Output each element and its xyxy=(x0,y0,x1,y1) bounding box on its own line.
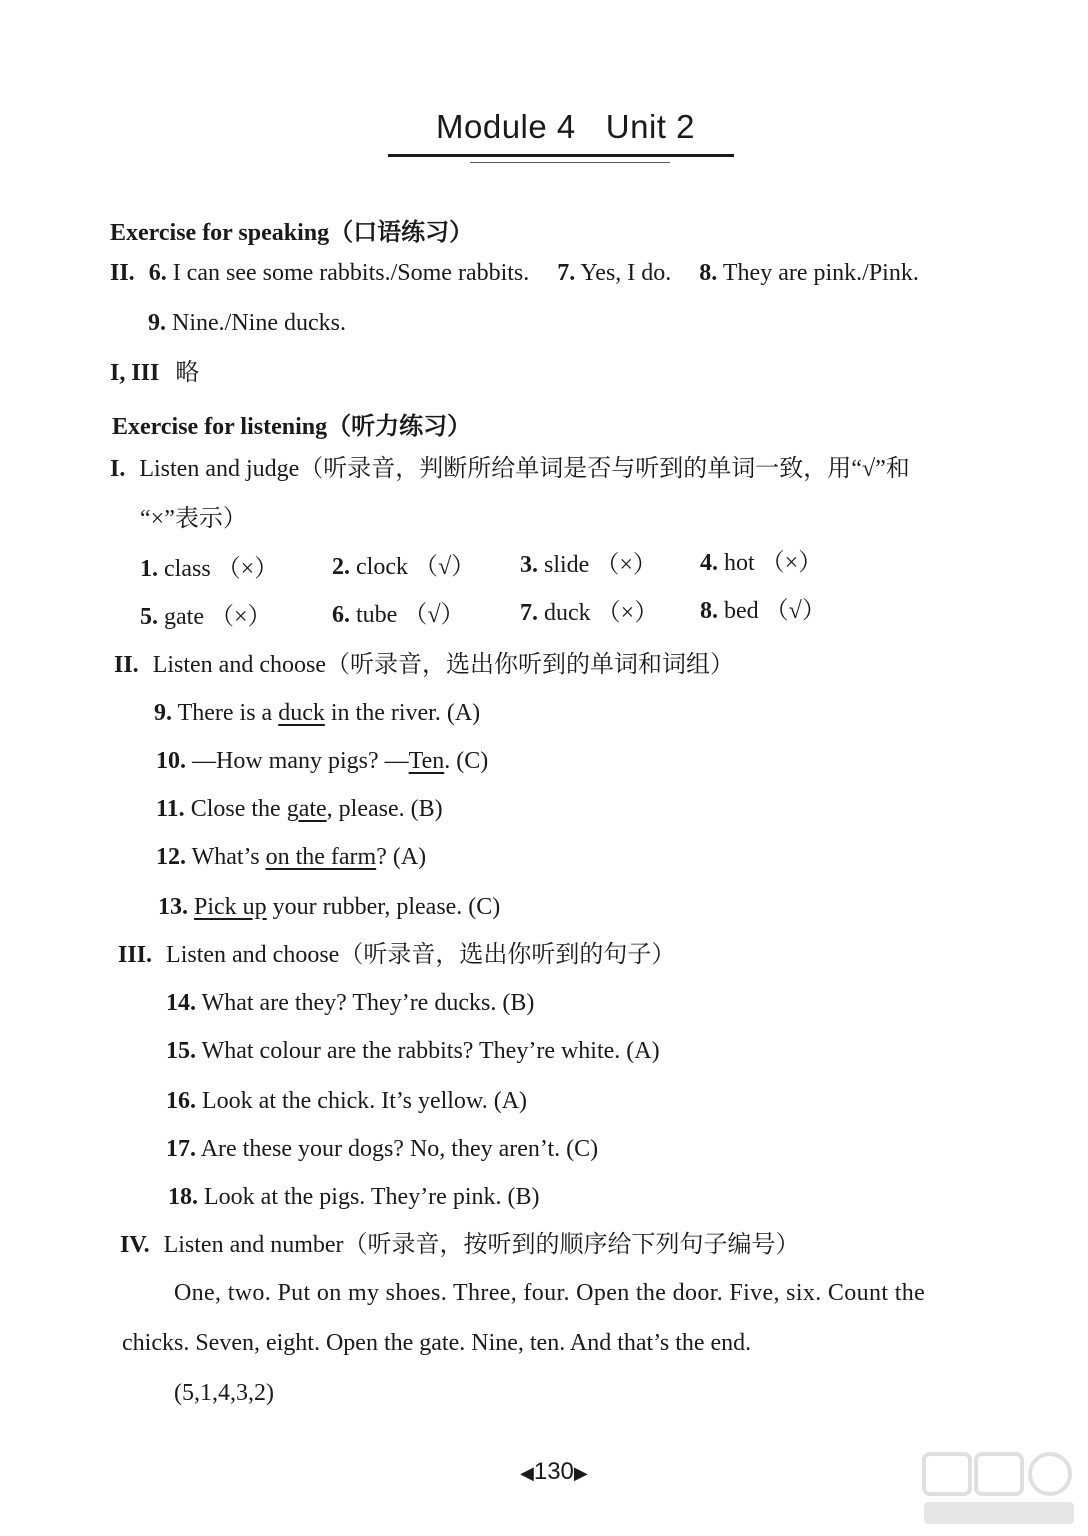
section-label: II. xyxy=(114,652,139,678)
speaking-omitted-line xyxy=(110,358,199,388)
instruction-text: Listen and choose（听录音，选出你听到的句子） xyxy=(166,942,676,968)
item-text: Look at the pigs. They’re pink. (B) xyxy=(204,1184,540,1210)
number-answer: (5,1,4,3,2) xyxy=(174,1380,274,1406)
item-text: Close the xyxy=(190,796,287,822)
judge-item xyxy=(520,598,658,628)
question-number: 8. xyxy=(699,260,718,286)
question-number: 7. xyxy=(557,260,576,286)
item-word: clock xyxy=(356,554,408,580)
item-number: 14. xyxy=(166,990,196,1016)
item-mark: （×） xyxy=(760,550,823,576)
judge-item xyxy=(140,602,272,632)
item-number: 5. xyxy=(140,604,158,630)
item-text: . (C) xyxy=(444,748,489,774)
section-label: II. xyxy=(110,260,135,286)
item-number: 12. xyxy=(156,844,186,870)
watermark-logo xyxy=(920,1450,1080,1530)
part4-instruction xyxy=(120,1230,800,1260)
speaking-heading: Exercise for speaking（口语练习） xyxy=(110,220,474,246)
judge-item xyxy=(520,550,657,580)
sentence-item xyxy=(168,1182,539,1212)
item-text: Are these your dogs? No, they aren’t. (C) xyxy=(200,1136,599,1162)
section-label: I, III xyxy=(110,360,160,386)
answer-underlined: duck xyxy=(278,700,325,726)
item-word: bed xyxy=(724,598,759,624)
part2-instruction xyxy=(114,650,734,680)
sentence-item xyxy=(166,1086,527,1116)
answer-underlined: Ten xyxy=(408,748,445,774)
listening-heading: Exercise for listening（听力练习） xyxy=(112,414,472,440)
answer-underlined: gate xyxy=(286,796,327,822)
item-mark: （×） xyxy=(595,552,657,578)
title-rule xyxy=(388,154,734,157)
item-text: What are they? They’re ducks. (B) xyxy=(201,990,535,1016)
item-number: 3. xyxy=(520,552,538,578)
item-number: 6. xyxy=(332,602,350,628)
page-number-text: 130 xyxy=(533,1458,574,1485)
sentence-item xyxy=(166,1134,598,1164)
answer-underlined: on the farm xyxy=(265,844,377,870)
item-text: Look at the chick. It’s yellow. (A) xyxy=(202,1088,528,1114)
item-word: class xyxy=(164,556,211,582)
instruction-text: Listen and choose（听录音，选出你听到的单词和词组） xyxy=(152,652,734,678)
page-title xyxy=(436,108,695,146)
item-number: 18. xyxy=(168,1184,198,1210)
item-text: ? (A) xyxy=(376,844,427,870)
item-number: 4. xyxy=(700,550,718,576)
item-number: 15. xyxy=(166,1038,196,1064)
judge-item xyxy=(140,554,278,584)
title-rule-thin xyxy=(470,162,670,163)
question-number: 6. xyxy=(148,260,167,286)
part3-instruction xyxy=(118,940,675,970)
item-number: 11. xyxy=(156,796,185,822)
sentence-item xyxy=(166,1036,660,1066)
left-triangle-icon: ◀ xyxy=(520,1463,534,1483)
right-triangle-icon: ▶ xyxy=(573,1463,588,1483)
answer-text: I can see some rabbits./Some rabbits. xyxy=(172,260,530,286)
item-word: tube xyxy=(356,602,398,628)
sentence-item xyxy=(166,988,534,1018)
item-number: 13. xyxy=(158,894,188,920)
page-number xyxy=(520,1458,588,1486)
section-label: III. xyxy=(118,942,153,968)
question-number: 9. xyxy=(148,310,166,336)
item-mark: （√） xyxy=(413,554,476,580)
item-number: 1. xyxy=(140,556,158,582)
choose-item xyxy=(158,892,500,922)
item-number: 16. xyxy=(166,1088,196,1114)
choose-item xyxy=(156,794,443,824)
part1-instruction-cont: “×”表示） xyxy=(140,506,247,532)
speaking-answer-line-2 xyxy=(148,308,346,338)
judge-item xyxy=(700,596,826,626)
instruction-text: Listen and number（听录音，按听到的顺序给下列句子编号） xyxy=(163,1232,800,1258)
item-number: 10. xyxy=(156,748,186,774)
section-label: IV. xyxy=(120,1232,150,1258)
item-mark: （×） xyxy=(209,604,272,630)
answer-text: Yes, I do. xyxy=(580,260,672,286)
judge-item xyxy=(700,548,822,578)
answer-underlined: Pick up xyxy=(194,894,267,920)
item-number: 9. xyxy=(154,700,172,726)
item-word: duck xyxy=(544,600,591,626)
item-number: 8. xyxy=(700,598,718,624)
answer-text: They are pink./Pink. xyxy=(722,260,919,286)
item-word: slide xyxy=(544,552,590,578)
item-number: 17. xyxy=(166,1136,196,1162)
answer-text: Nine./Nine ducks. xyxy=(172,310,346,336)
choose-item xyxy=(156,842,426,872)
item-text: , please. (B) xyxy=(326,796,443,822)
item-mark: （√） xyxy=(403,602,465,628)
item-text: in the river. (A) xyxy=(324,700,481,726)
item-mark: （×） xyxy=(216,556,279,582)
title-unit: Unit 2 xyxy=(605,108,695,145)
item-number: 7. xyxy=(520,600,538,626)
item-text: What colour are the rabbits? They’re white. (A) xyxy=(201,1038,660,1064)
omitted-text: 略 xyxy=(175,360,200,386)
passage-line-2: chicks. Seven, eight. Open the gate. Nine, ten. And that’s the end. xyxy=(122,1330,752,1356)
item-text: There is a xyxy=(177,700,279,726)
passage-line-1: One, two. Put on my shoes. Three, four. Open the door. Five, six. Count the xyxy=(174,1280,926,1306)
instruction-text: Listen and judge（听录音，判断所给单词是否与听到的单词一致，用“√”和 xyxy=(139,456,910,482)
judge-item xyxy=(332,600,465,630)
speaking-answer-line-1 xyxy=(110,258,919,288)
item-word: gate xyxy=(164,604,204,630)
item-text: —How many pigs? — xyxy=(192,748,409,774)
item-text: What’s xyxy=(191,844,266,870)
item-mark: （×） xyxy=(596,600,659,626)
section-label: I. xyxy=(110,456,126,482)
item-word: hot xyxy=(724,550,755,576)
choose-item xyxy=(156,746,488,776)
judge-item xyxy=(332,552,475,582)
part1-instruction xyxy=(110,454,910,484)
item-mark: （√） xyxy=(764,598,826,624)
title-module: Module 4 xyxy=(436,108,576,145)
choose-item xyxy=(154,698,480,728)
item-text: your rubber, please. (C) xyxy=(266,894,501,920)
item-number: 2. xyxy=(332,554,350,580)
